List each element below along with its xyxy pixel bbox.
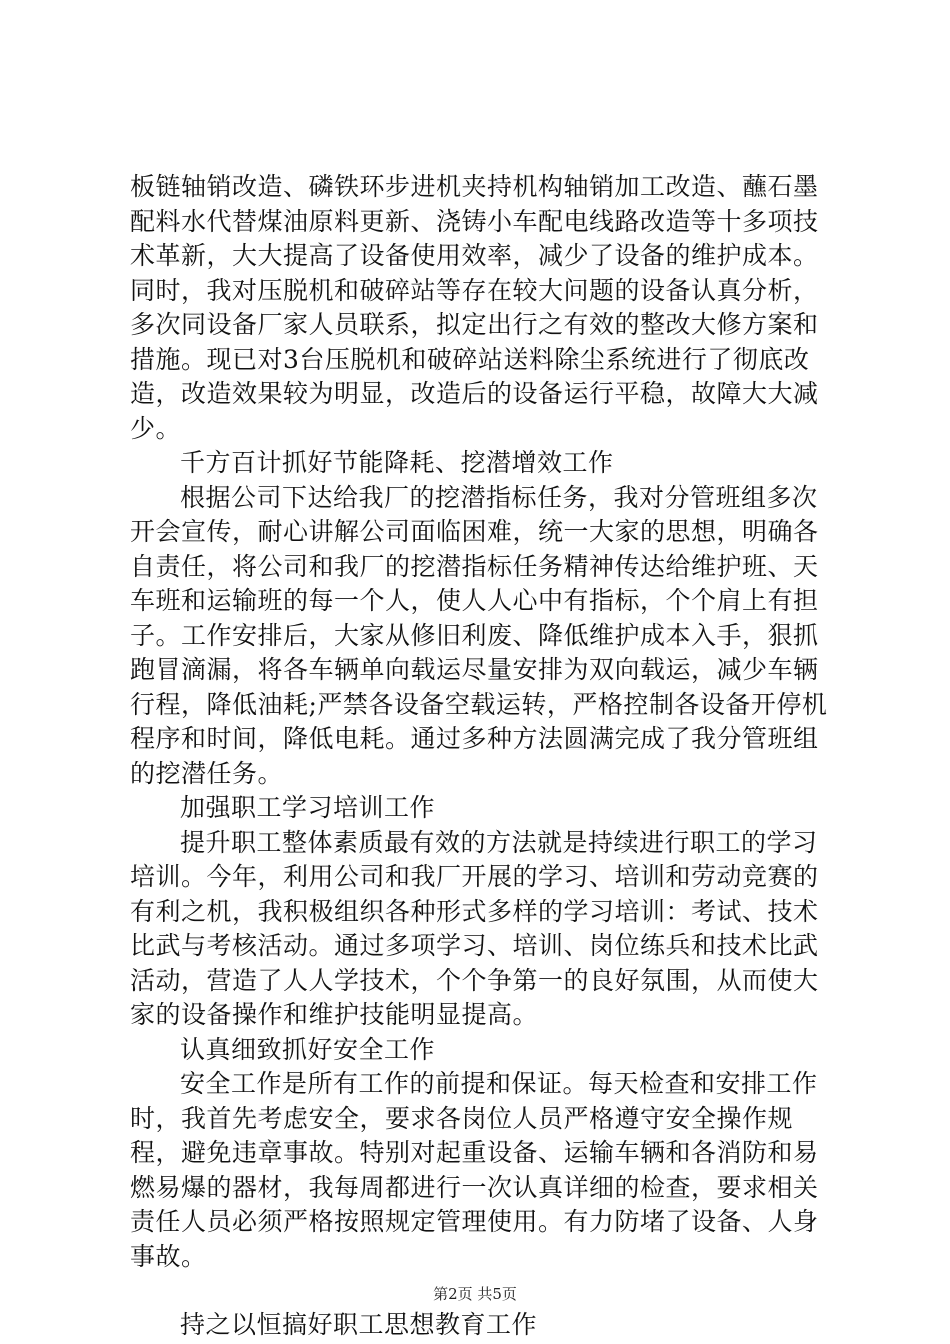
paragraph-safety: 安全工作是所有工作的前提和保证。每天检查和安排工作时，我首先考虑安全，要求各岗位人员严格遵守安全操作规程，避免违章事故。特别对起重设备、运输车辆和各消防和易燃易爆的器材，我每周都进行一次认真详细的检查，要求相关责任人员必须严格按照规定管理使用。有力防堵了设备、人身事故。 [130, 1069, 819, 1271]
paragraph-energy-saving: 根据公司下达给我厂的挖潜指标任务，我对分管班组多次开会宣传，耐心讲解公司面临困难，统一大家的思想，明确各自责任，将公司和我厂的挖潜指标任务精神传达给维护班、天车班和运输班的每一个人，使人人心中有指标，个个肩上有担子。工作安排后，大家从修旧利废、降低维护成本入手，狠抓跑冒滴漏，将各车辆单向载运尽量安排为双向载运，减少车辆行程，降低油耗;严禁各设备空载运转，严格控制各设备开停机程序和时间，降低电耗。通过多种方法圆满完成了我分管班组的挖潜任务。 [130, 482, 828, 788]
heading-training: 加强职工学习培训工作 [180, 793, 436, 822]
paragraph-training: 提升职工整体素质最有效的方法就是持续进行职工的学习培训。今年，利用公司和我厂开展的学习、培训和劳动竞赛的有利之机，我积极组织各种形式多样的学习培训：考试、技术比武与考核活动。通过多项学习、培训、岗位练兵和技术比武活动，营造了人人学技术，个个争第一的良好氛围，从而使大家的设备操作和维护技能明显提高。 [130, 827, 819, 1029]
heading-energy-saving: 千方百计抓好节能降耗、挖潜增效工作 [180, 448, 614, 477]
page-footer: 第2页 共5页 [433, 1285, 517, 1303]
paragraph-equipment-renovation: 板链轴销改造、磷铁环步进机夹持机构轴销加工改造、蘸石墨配料水代替煤油原料更新、浇铸小车配电线路改造等十多项技术革新，大大提高了设备使用效率，减少了设备的维护成本。同时，我对压脱机和破碎站等存在较大问题的设备认真分析，多次同设备厂家人员联系，拟定出行之有效的整改大修方案和措施。现已对3台压脱机和破碎站送料除尘系统进行了彻底改造，改造效果较为明显，改造后的设备运行平稳，故障大大减少。 [130, 172, 819, 443]
heading-ideological-education: 持之以恒搞好职工思想教育工作 [180, 1310, 538, 1339]
document-body [130, 170, 830, 1343]
heading-safety: 认真细致抓好安全工作 [180, 1034, 436, 1064]
